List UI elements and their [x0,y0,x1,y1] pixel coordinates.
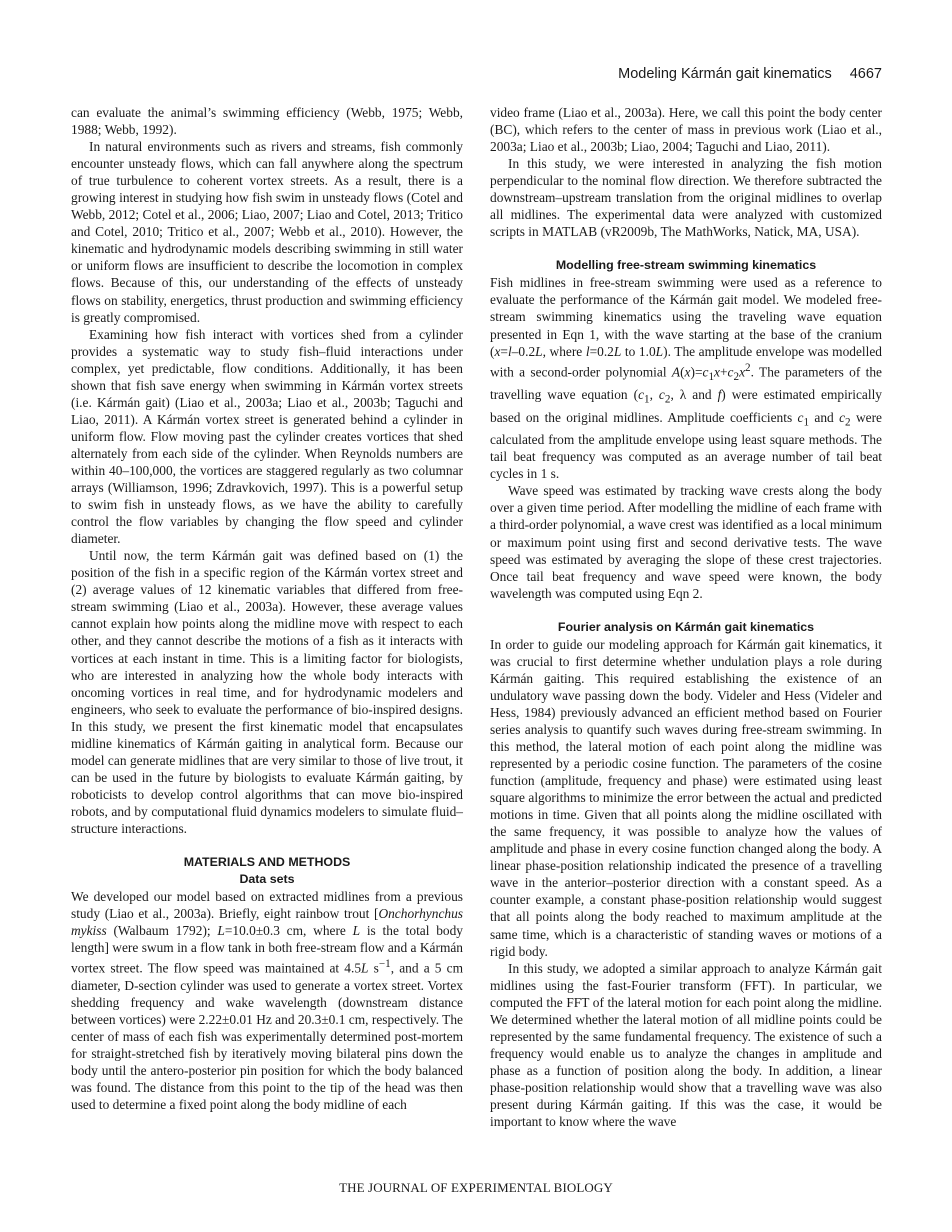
subsection-heading-freestream: Modelling free-stream swimming kinematics [555,258,817,273]
running-header [618,66,882,82]
paragraph: Wave speed was estimated by tracking wave crests along the body over a given time period. After modelling the midline of each frame with a third-order polynomial, a wave crest was identified as a local minimum or maximum point using first and second derivative tests. The wave speed was estimated by averaging the slope of these crest trajectories. Once tail beat frequency and wave speed were known, the body wavelength was computed using Eqn 2. [490,483,882,601]
section-heading-methods: MATERIALS AND METHODS [183,855,351,870]
left-column [71,104,463,1113]
right-column [490,104,882,1130]
paragraph: In this study, we adopted a similar approach to analyze Kármán gait midlines using the fast-Fourier transform (FFT). In particular, we computed the FFT of the lateral motion for each point along the midline. We determined whether the lateral motion of all midline points could be represented by the same fundamental frequency. The existence of such a frequency would enable us to analyze the changes in amplitude and phase as a function of position along the body. In addition, a linear phase-position relationship would show that a travelling wave was also present during Kármán gaiting. If this was the case, it would be important to know where the wave [490,960,882,1130]
page-number: 4667 [849,66,882,82]
subsection-heading-fourier: Fourier analysis on Kármán gait kinematics [557,619,815,634]
paragraph: Examining how fish interact with vortices shed from a cylinder provides a systematic way to study fish–fluid interactions under complex, yet predictable, flow conditions. Additionally, it has been shown that fish save energy when swimming in Kármán vortex streets (i.e. Kármán gait) (Liao et al., 2003a; Liao et al., 2003b; Taguchi and Liao, 2011). A Kármán vortex street is generated behind a cylinder in uniform flow. Flow moving past the cylinder creates vortices that shed alternately from each side of the cylinder. When Reynolds numbers are within 40–100,000, the vortices are staggered regularly as two columnar arrays (Williamson, 1996; Zdravkovich, 1997). This is a powerful setup to swim fish in unsteady flows, as we have the ability to carefully control the flow variables by changing the flow speed and cylinder diameter. [71,326,463,547]
paragraph: Fish midlines in free-stream swimming were used as a reference to evaluate the performance of the Kármán gait model. We modeled free-stream swimming kinematics using the traveling wave equation presented in Eqn 1, with the wave starting at the base of the cranium (x=l–0.2L, where l=0.2L to 1.0L). The amplitude envelope was modelled with a second-order polynomial $A(x)=c_1x+c_2x^2$. The parameters of the travelling wave equation ($c_1$, $c_2$, λ and f) were estimated empirically based on the original midlines. Amplitude coefficients $c_1$ and $c_2$ were calculated from the amplitude envelope using least square methods. The tail beat frequency was computed as an average number of tail beat cycles in 1 s. [490,275,882,482]
paragraph: video frame (Liao et al., 2003a). Here, we call this point the body center (BC), which refers to the center of mass in previous work (Liao et al., 2003a; Liao et al., 2003b; Liao, 2004; Taguchi and Liao, 2011). [490,105,882,155]
paragraph: can evaluate the animal’s swimming efficiency (Webb, 1975; Webb, 1988; Webb, 1992). [71,105,463,138]
running-title: Modeling Kármán gait kinematics [618,66,832,82]
paragraph: In this study, we were interested in analyzing the fish motion perpendicular to the nominal flow direction. We therefore subtracted the downstream–upstream translation from the original midlines to overlap all midlines. The experimental data were analyzed with customized scripts in MATLAB (vR2009b, The MathWorks, Natick, MA, USA). [490,156,882,240]
paragraph: In order to guide our modeling approach for Kármán gait kinematics, it was crucial to first determine whether undulation plays a role during Kármán gaiting. This required establishing the existence of an undulatory wave passing down the body. Videler and Hess (Videler and Hess, 1984) previously advanced an efficient method based on Fourier series analysis to quantify such waves during free-stream swimming. In this method, the lateral motion of each point along the midline was represented by a periodic cosine function. The parameters of the cosine function (amplitude, frequency and phase) were estimated using least square algorithms to minimize the error between the actual and predicted motions in time. Given that all points along the midline oscillated with the same frequency, it was possible to analyze how the values of amplitude and phase in every cosine function changed along the body. A linear phase-position relationship indicated the presence of a travelling wave in the anterior–posterior direction with a constant speed. As a counter example, a constant phase-position relationship would suggest that all points along the body reached to maximum amplitude at the same time, which is a characteristic of standing waves or motions of a rigid body. [490,636,882,959]
species-name: Onchorhynchus mykiss [71,906,463,939]
subsection-heading-datasets: Data sets [239,872,295,887]
journal-footer: THE JOURNAL OF EXPERIMENTAL BIOLOGY [339,1180,613,1195]
paragraph: We developed our model based on extracted midlines from a previous study (Liao et al., 2003a). Briefly, eight rainbow trout [Onchorhynchus mykiss (Walbaum 1792); L=10.0±0.3 cm, where L is the total body length] were swum in a flow tank in both free-stream flow and a Kármán vortex street. The flow speed was maintained at 4.5L $s^{-1}$, and a 5 cm diameter, D-section cylinder was used to generate a vortex street. Vortex shedding frequency and wake wavelength (downstream distance between vortices) were 2.22±0.01 Hz and 20.3±0.1 cm, respectively. The center of mass of each fish was experimentally determined post-mortem for straight-stretched fish by iteratively moving bilateral pins down the body until the antero-posterior pin position for which the body balanced was found. The distance from this point to the tip of the head was then used to determine a fixed point along the body midline of each [71,889,463,1113]
paragraph: Until now, the term Kármán gait was defined based on (1) the position of the fish in a specific region of the Kármán vortex street and (2) average values of 12 kinematic variables that differed from free-stream swimming (Liao et al., 2003a). However, these average values cannot explain how points along the midline move with respect to each other, and they cannot describe the motions of a fish as it interacts with vortices at each instant in time. This is a limiting factor for biologists, who are interested in analyzing how the whole body interacts with oncoming vortices in real time, and for hydrodynamic modelers and engineers, who seek to evaluate the performance of bio-inspired designs. In this study, we present the first kinematic model that encapsulates midline kinematics of Kármán gaiting in analytical form. Because our model can generate midlines that are very similar to those of live trout, it can be used in the future by biologists to evaluate Kármán gaiting, by roboticists to develop control algorithms that can move bio-inspired robots, and by computational fluid dynamics modelers to simulate fluid–structure interactions. [71,548,463,836]
paragraph: In natural environments such as rivers and streams, fish commonly encounter unsteady flows, which can fall anywhere along the spectrum of true turbulence to coherent vortex streets. As a result, there is a growing interest in studying how fish swim in unsteady flows (Cotel and Webb, 2012; Cotel et al., 2006; Liao, 2007; Liao and Cotel, 2013; Tritico and Cotel, 2010; Tritico et al., 2007; Webb et al., 2010). However, the kinematic and hydrodynamic models describing swimming in still water or uniform flows are insufficient to describe the locomotion in complex flows. Because of this, our understanding of the effects of unsteady flows on stability, energetics, thrust production and swimming efficiency is greatly compromised. [71,139,463,325]
